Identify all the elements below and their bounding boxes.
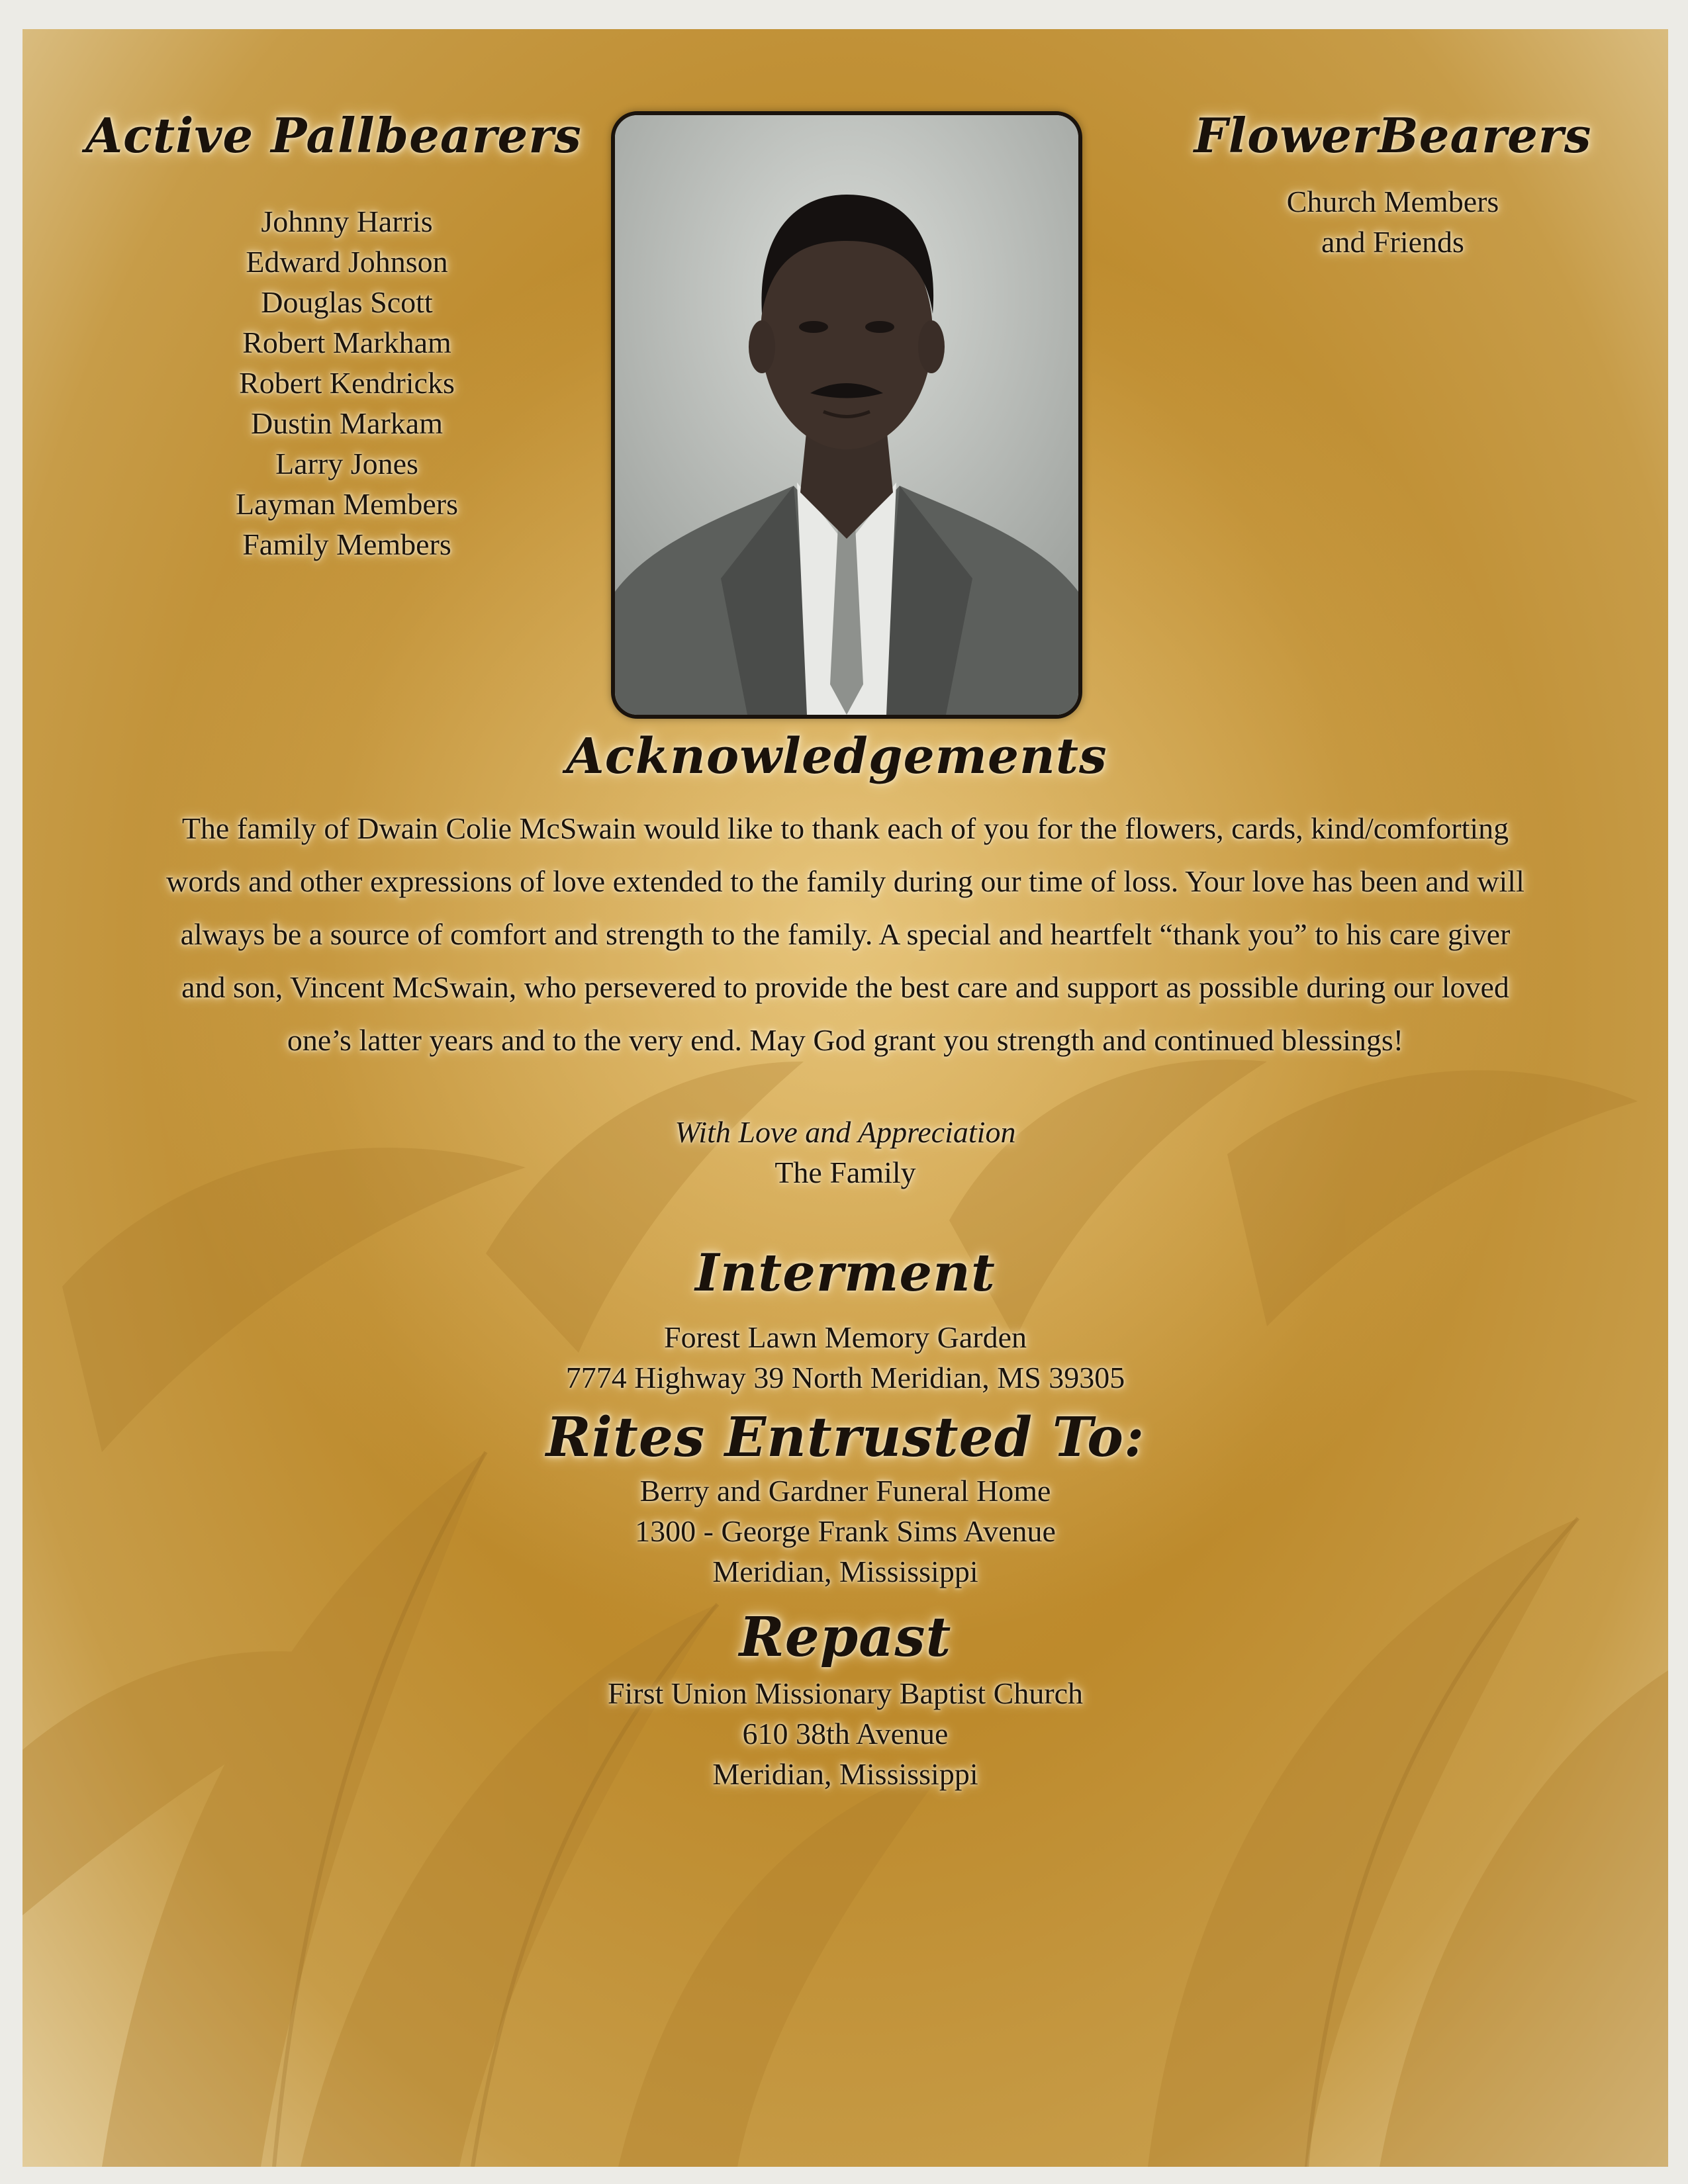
pallbearer-name: Douglas Scott	[261, 285, 433, 319]
rites-line: Meridian, Mississippi	[712, 1555, 978, 1588]
program-page	[23, 29, 1668, 2167]
rites-line: Berry and Gardner Funeral Home	[639, 1474, 1051, 1508]
acknowledgements-line: and son, Vincent McSwain, who persevered to provide the best care and support as possible during our loved	[181, 970, 1509, 1004]
repast-heading: Repast	[739, 1606, 952, 1669]
portrait-image	[615, 115, 1078, 715]
repast-line: 610 38th Avenue	[742, 1717, 949, 1751]
pallbearer-name: Edward Johnson	[246, 245, 448, 279]
flowerbearers-text	[1181, 181, 1605, 262]
pallbearer-name: Robert Kendricks	[239, 366, 455, 400]
pallbearer-name: Larry Jones	[275, 447, 418, 480]
rites-line: 1300 - George Frank Sims Avenue	[635, 1514, 1056, 1548]
rites-details	[514, 1471, 1176, 1592]
acknowledgements-line: always be a source of comfort and strength to the family. A special and heartfelt “thank you” to his care giver	[180, 917, 1511, 951]
pallbearer-name: Robert Markham	[242, 326, 451, 359]
repast-line: Meridian, Mississippi	[712, 1757, 978, 1791]
flowerbearers-heading: FlowerBearers	[1194, 107, 1592, 163]
interment-heading: Interment	[695, 1243, 996, 1303]
rites-heading: Rites Entrusted To:	[545, 1406, 1145, 1469]
repast-line: First Union Missionary Baptist Church	[607, 1676, 1084, 1710]
acknowledgements-heading: Acknowledgements	[566, 728, 1107, 785]
acknowledgements-line: words and other expressions of love extended to the family during our time of loss. Your love has been and will	[166, 864, 1524, 898]
flowerbearers-line: Church Members	[1286, 185, 1499, 218]
signature-line: The Family	[774, 1156, 916, 1189]
acknowledgements-text	[82, 802, 1609, 1067]
repast-details	[481, 1673, 1209, 1794]
pallbearer-name: Johnny Harris	[261, 205, 433, 238]
portrait-photo	[611, 111, 1082, 719]
interment-line: 7774 Highway 39 North Meridian, MS 39305	[565, 1361, 1125, 1394]
pallbearers-list	[115, 201, 579, 565]
pallbearer-name: Dustin Markam	[250, 406, 443, 440]
interment-details	[448, 1317, 1243, 1398]
acknowledgements-line: one’s latter years and to the very end. May God grant you strength and continued blessings!	[287, 1023, 1404, 1057]
pallbearer-name: Layman Members	[236, 487, 458, 521]
acknowledgements-line: The family of Dwain Colie McSwain would like to thank each of you for the flowers, cards, kind/comforting	[181, 811, 1509, 845]
pallbearers-heading: Active Pallbearers	[85, 107, 582, 163]
acknowledgements-closing	[514, 1112, 1176, 1193]
flowerbearers-line: and Friends	[1321, 225, 1464, 259]
interment-line: Forest Lawn Memory Garden	[663, 1320, 1027, 1354]
closing-line: With Love and Appreciation	[675, 1115, 1016, 1149]
pallbearer-name: Family Members	[242, 527, 451, 561]
